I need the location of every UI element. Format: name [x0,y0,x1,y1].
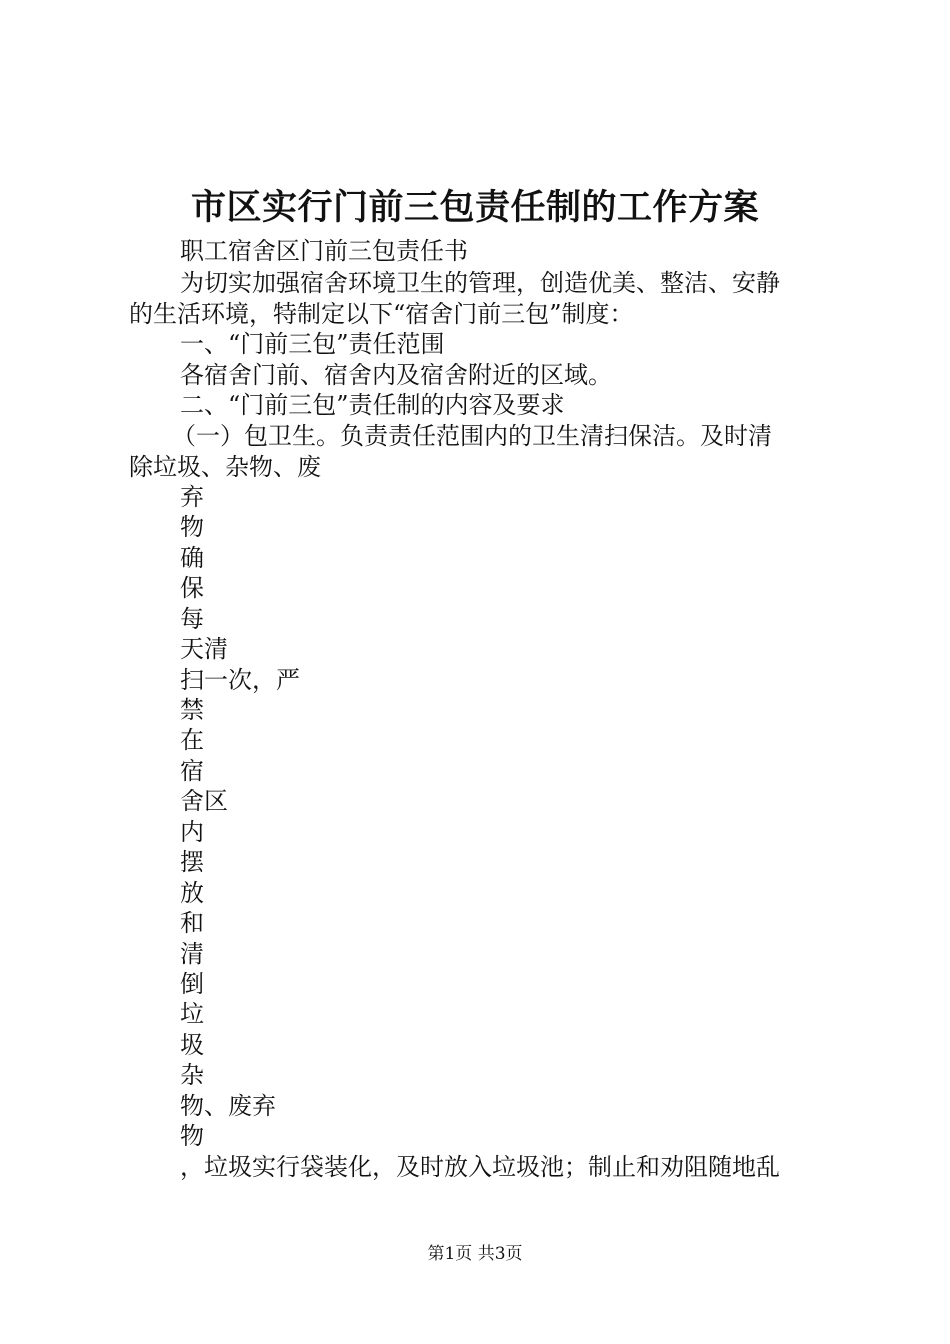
paragraph-line: 除垃圾、杂物、废 [129,453,321,481]
paragraph-line: 职工宿舍区门前三包责任书 [180,237,468,265]
fragment-line: 和 [180,909,204,937]
paragraph-line: 的生活环境，特制定以下“宿舍门前三包”制度： [129,300,634,328]
fragment-line: 每 [180,605,204,633]
fragment-line: 扫一次，严 [180,666,300,694]
document-title: 市区实行门前三包责任制的工作方案 [190,187,759,228]
section-heading: 一、“门前三包”责任范围 [180,330,445,358]
fragment-line: 杂 [180,1061,204,1089]
fragment-line: 垃 [180,1000,204,1028]
fragment-line: 倒 [180,970,204,998]
fragment-line: 物 [180,513,204,541]
fragment-line: 弃 [180,483,204,511]
fragment-line: 天清 [180,635,228,663]
fragment-line: 保 [180,574,204,602]
page-number-footer: 第1页 共3页 [427,1244,523,1264]
fragment-line: 清 [180,940,204,968]
fragment-line: 放 [180,879,204,907]
fragment-line: 摆 [180,848,204,876]
paragraph-line: （一）包卫生。负责责任范围内的卫生清扫保洁。及时清 [172,422,772,450]
fragment-line: 物、废弃 [180,1092,276,1120]
fragment-line: 舍区 [180,787,228,815]
fragment-line: 在 [180,726,204,754]
section-heading: 二、“门前三包”责任制的内容及要求 [180,391,565,419]
fragment-line: 物 [180,1122,204,1150]
paragraph-line: 为切实加强宿舍环境卫生的管理，创造优美、整洁、安静 [180,269,780,297]
fragment-line: 确 [180,544,204,572]
fragment-line: 宿 [180,757,204,785]
fragment-line: 内 [180,818,204,846]
fragment-line: 禁 [180,696,204,724]
fragment-line: 圾 [180,1031,204,1059]
paragraph-line: ，垃圾实行袋装化，及时放入垃圾池；制止和劝阻随地乱 [180,1153,780,1181]
paragraph-line: 各宿舍门前、宿舍内及宿舍附近的区域。 [180,361,612,389]
